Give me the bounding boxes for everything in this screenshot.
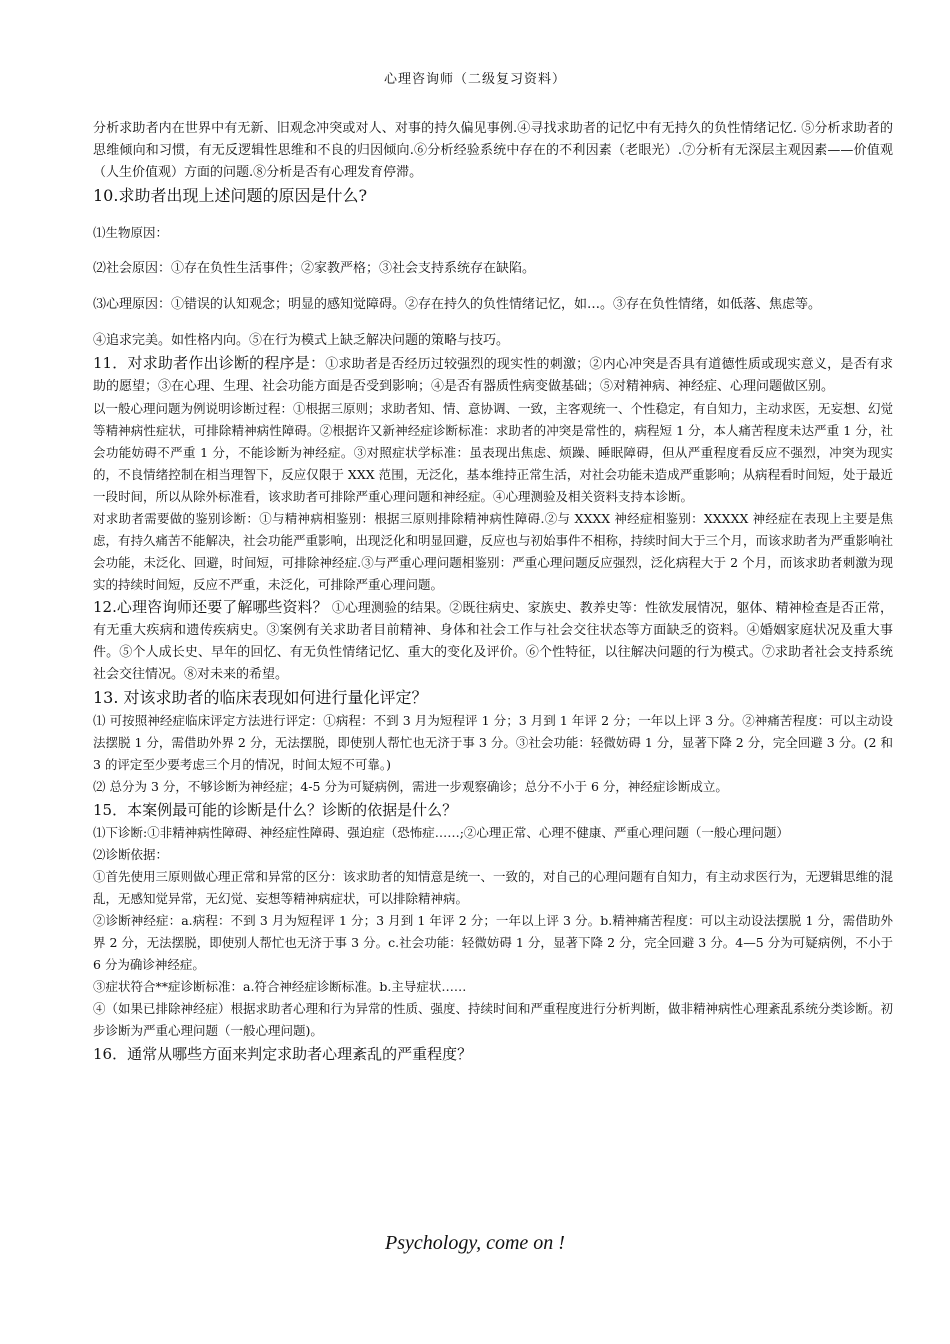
q10-psychological-cause: ⑶心理原因：①错误的认知观念；明显的感知觉障碍。②存在持久的负性情绪记忆，如…。③存在负性情绪，如低落、焦虑等。 [93,297,822,312]
q12-heading: 12.心理咨询师还要了解哪些资料？ [93,598,328,616]
q10-biological-cause: ⑴生物原因： [93,225,169,240]
q15-heading: 15．本案例最可能的诊断是什么？诊断的依据是什么？ [93,801,458,819]
q10-psychological-cause-cont: ④追求完美。如性格内向。⑤在行为模式上缺乏解决问题的策略与技巧。 [93,333,510,348]
q11-example-paragraph: 以一般心理问题为例说明诊断过程：①根据三原则；求助者知、情、意协调、一致，主客观统一、个性稳定，有自知力，主动求医，无妄想、幻觉等精神病性症状，可排除精神病性障碍。②根据许又新神经症诊断标准：求助者的冲突是常性的，病程短 1 分，本人痛苦程度未达严重 1 分，社会功能妨碍不严重 1 分，不能诊断为神经症。③对照症状学标准：虽表现出焦虑、烦躁、睡眠障碍，但从严重程度看反应不强烈，冲突为现实的，不良情绪控制在相当理智下，反应仅限于 XXX 范围，无泛化，基本维持正常生活，对社会功能未造成严重影响；从病程看时间短，处于最近一段时间，所以从除外标准看，该求助者可排除严重心理问题和神经症。④心理测验及相关资料支持本诊断。 [93,401,894,504]
q15-basis-4: ④（如果已排除神经症）根据求助者心理和行为异常的性质、强度、持续时间和严重程度进行分析判断，做非精神病性心理紊乱系统分类诊断。初步诊断为严重心理问题（一般心理问题)。 [93,1001,894,1038]
q12-text: ①心理测验的结果。②既往病史、家族史、教养史等：性欲发展情况，躯体、精神检查是否正常，有无重大疾病和遗传疾病史。③案例有关求助者目前精神、身体和社会工作与社会交往状态等方面缺乏的资料。④婚姻家庭状况及重大事件。⑤个人成长史、早年的回忆、有无负性情绪记忆、重大的变化及评价。⑥个性特征，以往解决问题的行为模式。⑦求助者社会支持系统 社会交往情况。⑧对未来的希望。 [93,601,893,682]
q13-heading: 13. 对该求助者的临床表现如何进行量化评定？ [93,688,428,707]
q16-heading: 16．通常从哪些方面来判定求助者心理紊乱的严重程度？ [93,1045,473,1063]
page-header: 心理咨询师（二级复习资料） [383,72,566,87]
q13-method-paragraph: ⑴ 可按照神经症临床评定方法进行评定：①病程：不到 3 月为短程评 1 分；3 月到 1 年评 2 分；一年以上评 3 分。②神痛苦程度：可以主动设法摆脱 1 分，需借助外界 2 分，无法摆脱，即使别人帮忙也无济于事 3 分。③社会功能：轻微妨碍 1 分，显著下降 2 分，完全回避 3 分。(2 和 3 的评定至少要考虑三个月的情况，时间太短不可靠。) [93,713,893,772]
q11-differential-paragraph: 对求助者需要做的鉴别诊断：①与精神病相鉴别：根据三原则排除精神病性障碍.②与 XXXX 神经症相鉴别：XXXXX 神经症在表现上主要是焦虑，有持久痛苦不能解决，社会功能严重影响，出现泛化和明显回避，反应也与初始事件不相称，持续时间大于三个月，而该求助者为严重影响社会功能，未泛化、回避，时间短，可排除神经症.③与严重心理问题相鉴别：严重心理问题反应强烈，泛化病程大于 2 个月，而该求助者刺激为现实的持续时间短，反应不严重，未泛化，可排除严重心理问题。 [93,511,894,592]
intro-paragraph: 分析求助者内在世界中有无新、旧观念冲突或对人、对事的持久偏见事例.④寻找求助者的记忆中有无持久的负性情绪记忆. ⑤分析求助者的思维倾向和习惯，有无反逻辑性思维和不良的归因倾向.⑥分析经验系统中存在的不利因素（老眼光）.⑦分析有无深层主观因素——价值观（人生价值观）方面的问题.⑧分析是否有心理发育停滞。 [93,121,893,180]
q11-lead-text: ①求助者是否经历过较强烈的现实性的刺激；②内心冲突是否具有道德性质或现实意义，是否有求助的愿望；③在心理、生理、社会功能方面是否受到影响；④是否有器质性病变做基础；⑤对精神病、神经症、心理问题做区别。 [93,357,893,394]
document-body [93,118,893,1066]
page-footer: Psychology, come on ! [385,1232,565,1254]
q10-social-cause: ⑵社会原因：①存在负性生活事件；②家教严格；③社会支持系统存在缺陷。 [93,261,536,276]
q11-heading: 11．对求助者作出诊断的程序是： [93,354,326,372]
q10-heading: 10.求助者出现上述问题的原因是什么? [93,186,368,205]
q12-paragraph [93,596,893,686]
q11-paragraph [93,352,893,398]
q13-score-paragraph: ⑵ 总分为 3 分，不够诊断为神经症；4-5 分为可疑病例，需进一步观察确诊；总分不小于 6 分，神经症诊断成立。 [93,779,728,794]
q15-diagnosis: ⑴下诊断:①非精神病性障碍、神经症性障碍、强迫症（恐怖症……;②心理正常、心理不健康、严重心理问题（一般心理问题） [93,825,789,840]
q15-basis-label: ⑵诊断依据： [93,847,169,862]
q15-basis-2: ②诊断神经症：a.病程：不到 3 月为短程评 1 分；3 月到 1 年评 2 分；一年以上评 3 分。b.精神痛苦程度：可以主动设法摆脱 1 分，需借助外界 2 分，无法摆脱，即使别人帮忙也无济于事 3 分。c.社会功能：轻微妨碍 1 分，显著下降 2 分，完全回避 3 分。4—5 分为可疑病例，不小于 6 分为确诊神经症。 [93,913,893,972]
q15-basis-3: ③症状符合**症诊断标准：a.符合神经症诊断标准。b.主导症状…… [93,979,467,994]
q15-basis-1: ①首先使用三原则做心理正常和异常的区分：该求助者的知情意是统一、一致的，对自己的心理问题有自知力，有主动求医行为，无逻辑思维的混乱，无感知觉异常，无幻觉、妄想等精神病症状，可以排除精神病。 [93,869,894,906]
